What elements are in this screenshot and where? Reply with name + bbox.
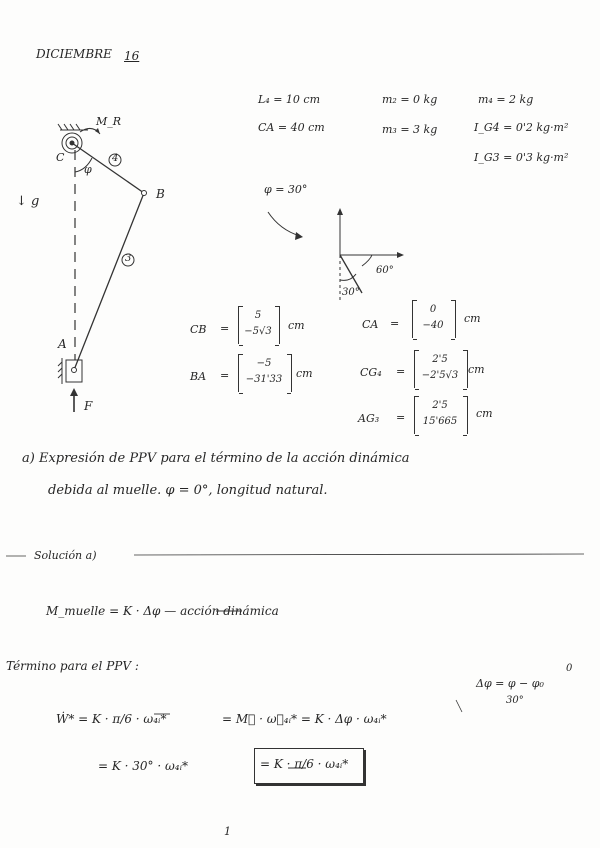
solution-term-label: Término para el PPV :: [6, 659, 139, 673]
pointer-arrow: [268, 212, 300, 236]
question-line-2: debida al muelle. φ = 0°, longitud natural.: [48, 483, 328, 498]
label-c: C: [56, 151, 65, 164]
param-l4: L₄ = 10 cm: [258, 93, 321, 106]
label-f: F: [84, 399, 93, 413]
param-i3: I_G3 = 0'3 kg·m²: [474, 151, 569, 164]
page-number: 1: [224, 825, 231, 838]
param-ca: CA = 40 cm: [258, 121, 325, 134]
solution-eq2-lhs: Ẇ* = K · π/6 · ω₄ᵢ*: [56, 712, 167, 726]
solution-header: Solución a): [34, 549, 97, 562]
param-m2: m₂ = 0 kg: [382, 93, 438, 106]
solution-eq3-box: = K · π/6 · ω₄ᵢ*: [260, 757, 349, 771]
side-note: Δφ = φ − φ₀: [476, 677, 544, 690]
link-4: [72, 143, 144, 193]
label-mr: M_R: [96, 115, 122, 128]
header-month: DICIEMBRE: [36, 47, 112, 61]
link-3: [74, 193, 144, 370]
side-zero: 0: [566, 663, 573, 674]
header-day: 16: [124, 49, 140, 63]
side-sub: 30°: [506, 695, 524, 706]
label-gravity: ↓ g: [16, 194, 40, 209]
vec-cg4-label: CG₄: [360, 366, 382, 379]
vec-ag3-label: AG₃: [358, 412, 380, 425]
solution-eq1: M_muelle = K · Δφ — acción dinámica: [46, 604, 279, 618]
question-line-1: a) Expresión de PPV para el término de la acción dinámica: [22, 451, 410, 466]
solution-eq2-mid: = M⃗ · ω⃗₄ᵢ* = K · Δφ · ω₄ᵢ*: [222, 712, 387, 726]
vec-ca-label: CA: [362, 318, 379, 331]
label-body-3: 3: [125, 253, 132, 264]
label-phi: φ: [84, 163, 92, 176]
param-m4: m₄ = 2 kg: [478, 93, 534, 106]
angle-60: 60°: [376, 265, 394, 276]
label-body-4: 4: [112, 153, 119, 164]
notebook-page: DICIEMBRE 16 L₄ = 10 cm CA = 40 cm m₂ = 0 kg m₃ = 3 kg m₄ = 2 kg I_G4 = 0'2 kg·m² I_G3 = 0'3 kg·m² C M_R φ 4 B 3 A F ↓ g φ = 30° 60° 30° CB = 5 −5√3 cm CA = 0 −40 cm BA = −5 −31'33 cm CG₄ = 2'5 −2'5√3 cm AG₃ = 2'5 15'665 cm a) Expresión de PPV para el término de la acción dinámica debida al muelle. φ = 0°, longitud natural. Solución a) M_muelle = K · Δφ — acción dinámica Término para el PPV : Ẇ* = K · π/6 · ω₄ᵢ* = M⃗ · ω⃗₄ᵢ* = K · Δφ · ω₄ᵢ* = K · 30° · ω₄ᵢ* = K · π/6 · ω₄ᵢ* Δφ = φ − φ₀ 0 30° 1: [0, 0, 600, 848]
solution-eq3: = K · 30° · ω₄ᵢ*: [98, 759, 188, 773]
separator-right: [134, 554, 584, 555]
joint-b: [142, 191, 147, 196]
vec-ba-label: BA: [190, 370, 207, 383]
vec-cb-label: CB: [190, 323, 207, 336]
param-m3: m₃ = 3 kg: [382, 123, 438, 136]
param-i4: I_G4 = 0'2 kg·m²: [474, 121, 569, 134]
angle-30: 30°: [342, 287, 360, 298]
label-a: A: [58, 337, 67, 351]
label-b: B: [156, 187, 165, 201]
phi-value: φ = 30°: [264, 183, 308, 196]
